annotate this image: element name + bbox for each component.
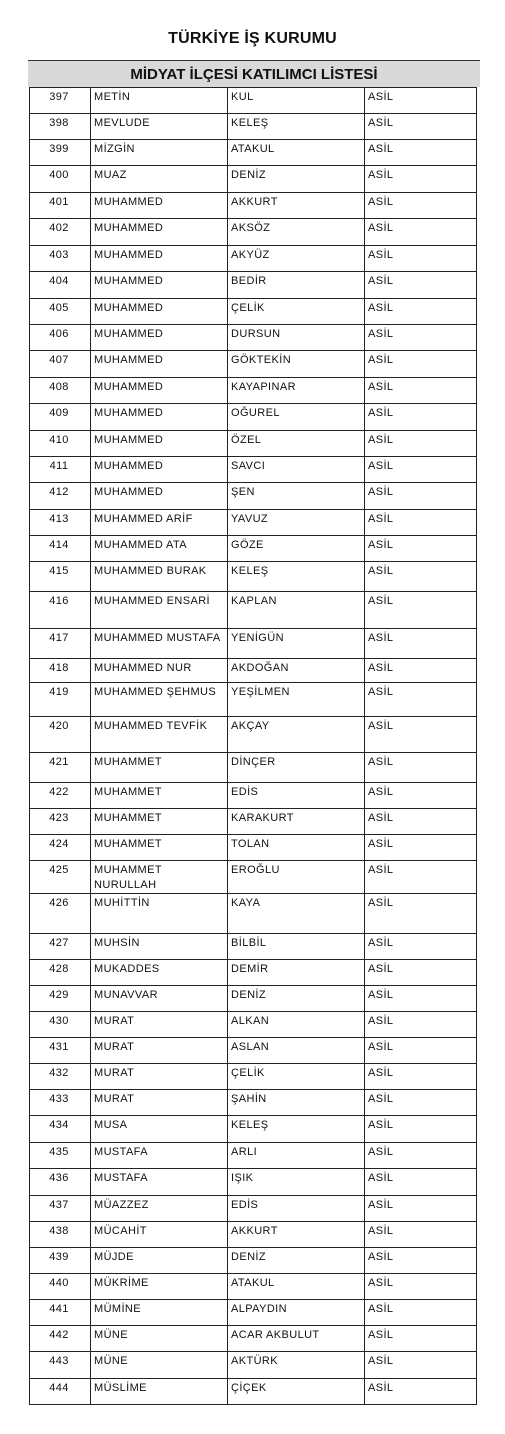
row-name: MÜMİNE bbox=[91, 1300, 228, 1326]
row-number: 403 bbox=[30, 246, 91, 272]
table-row bbox=[30, 193, 477, 219]
row-status: ASİL bbox=[365, 1169, 477, 1196]
row-surname: ASLAN bbox=[228, 1038, 365, 1064]
row-number: 406 bbox=[30, 325, 91, 351]
row-number: 413 bbox=[30, 510, 91, 536]
row-status: ASİL bbox=[365, 1352, 477, 1379]
row-number: 420 bbox=[30, 717, 91, 753]
row-number: 434 bbox=[30, 1116, 91, 1143]
row-surname: KARAKURT bbox=[228, 809, 365, 835]
row-number: 431 bbox=[30, 1038, 91, 1064]
table-row bbox=[30, 404, 477, 431]
row-surname: ŞAHİN bbox=[228, 1090, 365, 1116]
table-row bbox=[30, 1064, 477, 1090]
row-number: 400 bbox=[30, 166, 91, 193]
row-surname: BİLBİL bbox=[228, 934, 365, 960]
row-surname: KAYA bbox=[228, 894, 365, 934]
row-status: ASİL bbox=[365, 1196, 477, 1222]
row-name: MUHAMMED ENSARİ bbox=[91, 592, 228, 629]
row-name: MUHAMMED ŞEHMUS bbox=[91, 683, 228, 717]
row-name: MUHAMMET NURULLAH bbox=[91, 861, 228, 894]
table-row bbox=[30, 510, 477, 536]
table-row bbox=[30, 1352, 477, 1379]
row-number: 424 bbox=[30, 835, 91, 861]
row-surname: KAYAPINAR bbox=[228, 378, 365, 404]
table-row bbox=[30, 960, 477, 986]
row-number: 441 bbox=[30, 1300, 91, 1326]
row-name: MÜKRİME bbox=[91, 1274, 228, 1300]
participant-table bbox=[29, 87, 477, 1405]
table-row bbox=[30, 351, 477, 378]
row-status: ASİL bbox=[365, 592, 477, 629]
row-name: MURAT bbox=[91, 1038, 228, 1064]
table-row bbox=[30, 1012, 477, 1038]
row-status: ASİL bbox=[365, 986, 477, 1012]
row-status: ASİL bbox=[365, 809, 477, 835]
table-row bbox=[30, 140, 477, 166]
row-number: 412 bbox=[30, 483, 91, 510]
row-name: MUNAVVAR bbox=[91, 986, 228, 1012]
row-name: MUHAMMET bbox=[91, 809, 228, 835]
row-surname: AKÇAY bbox=[228, 717, 365, 753]
table-row bbox=[30, 809, 477, 835]
row-name: MUHAMMED bbox=[91, 351, 228, 378]
row-surname: AKKURT bbox=[228, 1222, 365, 1248]
row-name: MUHSİN bbox=[91, 934, 228, 960]
row-name: MÜAZZEZ bbox=[91, 1196, 228, 1222]
page-title: TÜRKİYE İŞ KURUMU bbox=[168, 30, 337, 47]
row-number: 433 bbox=[30, 1090, 91, 1116]
row-surname: AKSÖZ bbox=[228, 219, 365, 246]
row-status: ASİL bbox=[365, 351, 477, 378]
row-name: METİN bbox=[91, 88, 228, 114]
row-name: MUHİTTİN bbox=[91, 894, 228, 934]
table-row bbox=[30, 219, 477, 246]
row-status: ASİL bbox=[365, 1064, 477, 1090]
row-surname: AKTÜRK bbox=[228, 1352, 365, 1379]
row-status: ASİL bbox=[365, 431, 477, 457]
row-number: 444 bbox=[30, 1379, 91, 1405]
row-number: 415 bbox=[30, 562, 91, 592]
row-status: ASİL bbox=[365, 219, 477, 246]
row-name: MEVLUDE bbox=[91, 114, 228, 140]
row-surname: AKKURT bbox=[228, 193, 365, 219]
row-status: ASİL bbox=[365, 934, 477, 960]
row-name: MUHAMMED bbox=[91, 404, 228, 431]
row-name: MUHAMMED bbox=[91, 457, 228, 483]
row-number: 440 bbox=[30, 1274, 91, 1300]
row-surname: GÖKTEKİN bbox=[228, 351, 365, 378]
table-row bbox=[30, 272, 477, 299]
row-surname: ALKAN bbox=[228, 1012, 365, 1038]
row-status: ASİL bbox=[365, 659, 477, 683]
table-row bbox=[30, 1326, 477, 1352]
table-row bbox=[30, 835, 477, 861]
table-row bbox=[30, 457, 477, 483]
row-name: MUHAMMED bbox=[91, 299, 228, 325]
row-number: 404 bbox=[30, 272, 91, 299]
row-surname: ÇELİK bbox=[228, 1064, 365, 1090]
table-row bbox=[30, 88, 477, 114]
row-number: 397 bbox=[30, 88, 91, 114]
row-status: ASİL bbox=[365, 246, 477, 272]
row-status: ASİL bbox=[365, 1248, 477, 1274]
row-status: ASİL bbox=[365, 629, 477, 659]
row-status: ASİL bbox=[365, 1274, 477, 1300]
table-row bbox=[30, 659, 477, 683]
row-number: 443 bbox=[30, 1352, 91, 1379]
row-surname: DEMİR bbox=[228, 960, 365, 986]
row-surname: ARLI bbox=[228, 1143, 365, 1169]
row-number: 410 bbox=[30, 431, 91, 457]
row-status: ASİL bbox=[365, 960, 477, 986]
row-number: 439 bbox=[30, 1248, 91, 1274]
table-row bbox=[30, 1300, 477, 1326]
row-surname: SAVCI bbox=[228, 457, 365, 483]
table-row bbox=[30, 1143, 477, 1169]
row-surname: EROĞLU bbox=[228, 861, 365, 894]
row-name: MİZGİN bbox=[91, 140, 228, 166]
row-status: ASİL bbox=[365, 140, 477, 166]
row-number: 405 bbox=[30, 299, 91, 325]
row-name: MÜJDE bbox=[91, 1248, 228, 1274]
table-row bbox=[30, 299, 477, 325]
table-row bbox=[30, 1222, 477, 1248]
table-row bbox=[30, 1248, 477, 1274]
row-status: ASİL bbox=[365, 1326, 477, 1352]
row-name: MUSTAFA bbox=[91, 1143, 228, 1169]
row-surname: ÇİÇEK bbox=[228, 1379, 365, 1405]
row-status: ASİL bbox=[365, 1090, 477, 1116]
row-number: 437 bbox=[30, 1196, 91, 1222]
row-surname: ACAR AKBULUT bbox=[228, 1326, 365, 1352]
table-row bbox=[30, 431, 477, 457]
row-name: MÜNE bbox=[91, 1352, 228, 1379]
table-row bbox=[30, 166, 477, 193]
row-status: ASİL bbox=[365, 378, 477, 404]
row-status: ASİL bbox=[365, 536, 477, 562]
row-surname: TOLAN bbox=[228, 835, 365, 861]
row-status: ASİL bbox=[365, 166, 477, 193]
row-surname: YEŞİLMEN bbox=[228, 683, 365, 717]
row-status: ASİL bbox=[365, 783, 477, 809]
row-surname: EDİS bbox=[228, 783, 365, 809]
table-row bbox=[30, 592, 477, 629]
table-row bbox=[30, 986, 477, 1012]
row-name: MUAZ bbox=[91, 166, 228, 193]
row-name: MUHAMMED bbox=[91, 378, 228, 404]
row-surname: ÇELİK bbox=[228, 299, 365, 325]
row-status: ASİL bbox=[365, 894, 477, 934]
row-status: ASİL bbox=[365, 562, 477, 592]
row-status: ASİL bbox=[365, 753, 477, 783]
row-name: MURAT bbox=[91, 1064, 228, 1090]
row-status: ASİL bbox=[365, 272, 477, 299]
table-row bbox=[30, 562, 477, 592]
row-name: MUHAMMED bbox=[91, 246, 228, 272]
row-number: 421 bbox=[30, 753, 91, 783]
row-surname: DENİZ bbox=[228, 1248, 365, 1274]
row-number: 430 bbox=[30, 1012, 91, 1038]
row-name: MUHAMMED TEVFİK bbox=[91, 717, 228, 753]
row-number: 435 bbox=[30, 1143, 91, 1169]
row-name: MUHAMMED bbox=[91, 325, 228, 351]
row-surname: DENİZ bbox=[228, 986, 365, 1012]
row-number: 425 bbox=[30, 861, 91, 894]
row-name: MUHAMMED NUR bbox=[91, 659, 228, 683]
row-status: ASİL bbox=[365, 1116, 477, 1143]
row-name: MUKADDES bbox=[91, 960, 228, 986]
table-row bbox=[30, 934, 477, 960]
row-surname: ATAKUL bbox=[228, 1274, 365, 1300]
table-row bbox=[30, 1116, 477, 1143]
row-status: ASİL bbox=[365, 325, 477, 351]
row-name: MÜSLİME bbox=[91, 1379, 228, 1405]
row-status: ASİL bbox=[365, 1143, 477, 1169]
row-name: MUHAMMED BURAK bbox=[91, 562, 228, 592]
row-name: MUHAMMED bbox=[91, 483, 228, 510]
row-surname: IŞIK bbox=[228, 1169, 365, 1196]
row-status: ASİL bbox=[365, 510, 477, 536]
row-number: 419 bbox=[30, 683, 91, 717]
row-status: ASİL bbox=[365, 114, 477, 140]
row-number: 408 bbox=[30, 378, 91, 404]
row-status: ASİL bbox=[365, 717, 477, 753]
row-surname: OĞUREL bbox=[228, 404, 365, 431]
table-row bbox=[30, 717, 477, 753]
row-name: MUHAMMED ARİF bbox=[91, 510, 228, 536]
row-surname: ÖZEL bbox=[228, 431, 365, 457]
row-surname: DİNÇER bbox=[228, 753, 365, 783]
row-name: MÜCAHİT bbox=[91, 1222, 228, 1248]
row-surname: KELEŞ bbox=[228, 1116, 365, 1143]
table-row bbox=[30, 1090, 477, 1116]
row-name: MUHAMMED bbox=[91, 193, 228, 219]
table-row bbox=[30, 894, 477, 934]
table-row bbox=[30, 246, 477, 272]
row-status: ASİL bbox=[365, 1038, 477, 1064]
row-surname: DURSUN bbox=[228, 325, 365, 351]
row-name: MUHAMMED bbox=[91, 219, 228, 246]
row-surname: ŞEN bbox=[228, 483, 365, 510]
row-name: MUHAMMED bbox=[91, 272, 228, 299]
table-row bbox=[30, 483, 477, 510]
row-surname: YAVUZ bbox=[228, 510, 365, 536]
row-status: ASİL bbox=[365, 1300, 477, 1326]
row-name: MÜNE bbox=[91, 1326, 228, 1352]
table-row bbox=[30, 1274, 477, 1300]
row-name: MUHAMMET bbox=[91, 783, 228, 809]
table-row bbox=[30, 1379, 477, 1405]
row-number: 399 bbox=[30, 140, 91, 166]
row-status: ASİL bbox=[365, 299, 477, 325]
row-status: ASİL bbox=[365, 1379, 477, 1405]
row-number: 442 bbox=[30, 1326, 91, 1352]
table-row bbox=[30, 536, 477, 562]
row-surname: DENİZ bbox=[228, 166, 365, 193]
row-surname: KAPLAN bbox=[228, 592, 365, 629]
row-number: 414 bbox=[30, 536, 91, 562]
row-number: 436 bbox=[30, 1169, 91, 1196]
row-number: 411 bbox=[30, 457, 91, 483]
row-number: 401 bbox=[30, 193, 91, 219]
table-row bbox=[30, 783, 477, 809]
row-status: ASİL bbox=[365, 1222, 477, 1248]
row-number: 438 bbox=[30, 1222, 91, 1248]
row-number: 417 bbox=[30, 629, 91, 659]
row-surname: ATAKUL bbox=[228, 140, 365, 166]
table-row bbox=[30, 1196, 477, 1222]
row-number: 429 bbox=[30, 986, 91, 1012]
row-name: MUHAMMET bbox=[91, 835, 228, 861]
row-number: 426 bbox=[30, 894, 91, 934]
row-surname: KELEŞ bbox=[228, 562, 365, 592]
row-surname: BEDİR bbox=[228, 272, 365, 299]
table-row bbox=[30, 378, 477, 404]
row-number: 398 bbox=[30, 114, 91, 140]
row-surname: EDİS bbox=[228, 1196, 365, 1222]
table-row bbox=[30, 114, 477, 140]
row-name: MURAT bbox=[91, 1090, 228, 1116]
row-number: 422 bbox=[30, 783, 91, 809]
row-name: MUSA bbox=[91, 1116, 228, 1143]
row-name: MURAT bbox=[91, 1012, 228, 1038]
row-surname: ALPAYDIN bbox=[228, 1300, 365, 1326]
row-surname: YENİGÜN bbox=[228, 629, 365, 659]
row-number: 407 bbox=[30, 351, 91, 378]
table-row bbox=[30, 1169, 477, 1196]
row-surname: GÖZE bbox=[228, 536, 365, 562]
row-name: MUHAMMED MUSTAFA bbox=[91, 629, 228, 659]
row-status: ASİL bbox=[365, 835, 477, 861]
row-surname: KUL bbox=[228, 88, 365, 114]
row-status: ASİL bbox=[365, 193, 477, 219]
row-number: 432 bbox=[30, 1064, 91, 1090]
row-number: 428 bbox=[30, 960, 91, 986]
row-name: MUHAMMED bbox=[91, 431, 228, 457]
row-number: 418 bbox=[30, 659, 91, 683]
row-status: ASİL bbox=[365, 861, 477, 894]
table-row bbox=[30, 1038, 477, 1064]
row-surname: KELEŞ bbox=[228, 114, 365, 140]
row-status: ASİL bbox=[365, 88, 477, 114]
list-subtitle: MİDYAT İLÇESİ KATILIMCI LİSTESİ bbox=[28, 60, 480, 87]
row-status: ASİL bbox=[365, 483, 477, 510]
table-row bbox=[30, 861, 477, 894]
table-row bbox=[30, 753, 477, 783]
row-name: MUSTAFA bbox=[91, 1169, 228, 1196]
row-status: ASİL bbox=[365, 683, 477, 717]
table-row bbox=[30, 629, 477, 659]
row-number: 427 bbox=[30, 934, 91, 960]
row-number: 402 bbox=[30, 219, 91, 246]
table-row bbox=[30, 325, 477, 351]
row-name: MUHAMMED ATA bbox=[91, 536, 228, 562]
row-number: 416 bbox=[30, 592, 91, 629]
row-name: MUHAMMET bbox=[91, 753, 228, 783]
row-status: ASİL bbox=[365, 1012, 477, 1038]
row-number: 423 bbox=[30, 809, 91, 835]
row-surname: AKDOĞAN bbox=[228, 659, 365, 683]
participant-table-body bbox=[30, 88, 477, 1405]
row-status: ASİL bbox=[365, 404, 477, 431]
row-number: 409 bbox=[30, 404, 91, 431]
row-status: ASİL bbox=[365, 457, 477, 483]
row-surname: AKYÜZ bbox=[228, 246, 365, 272]
table-row bbox=[30, 683, 477, 717]
